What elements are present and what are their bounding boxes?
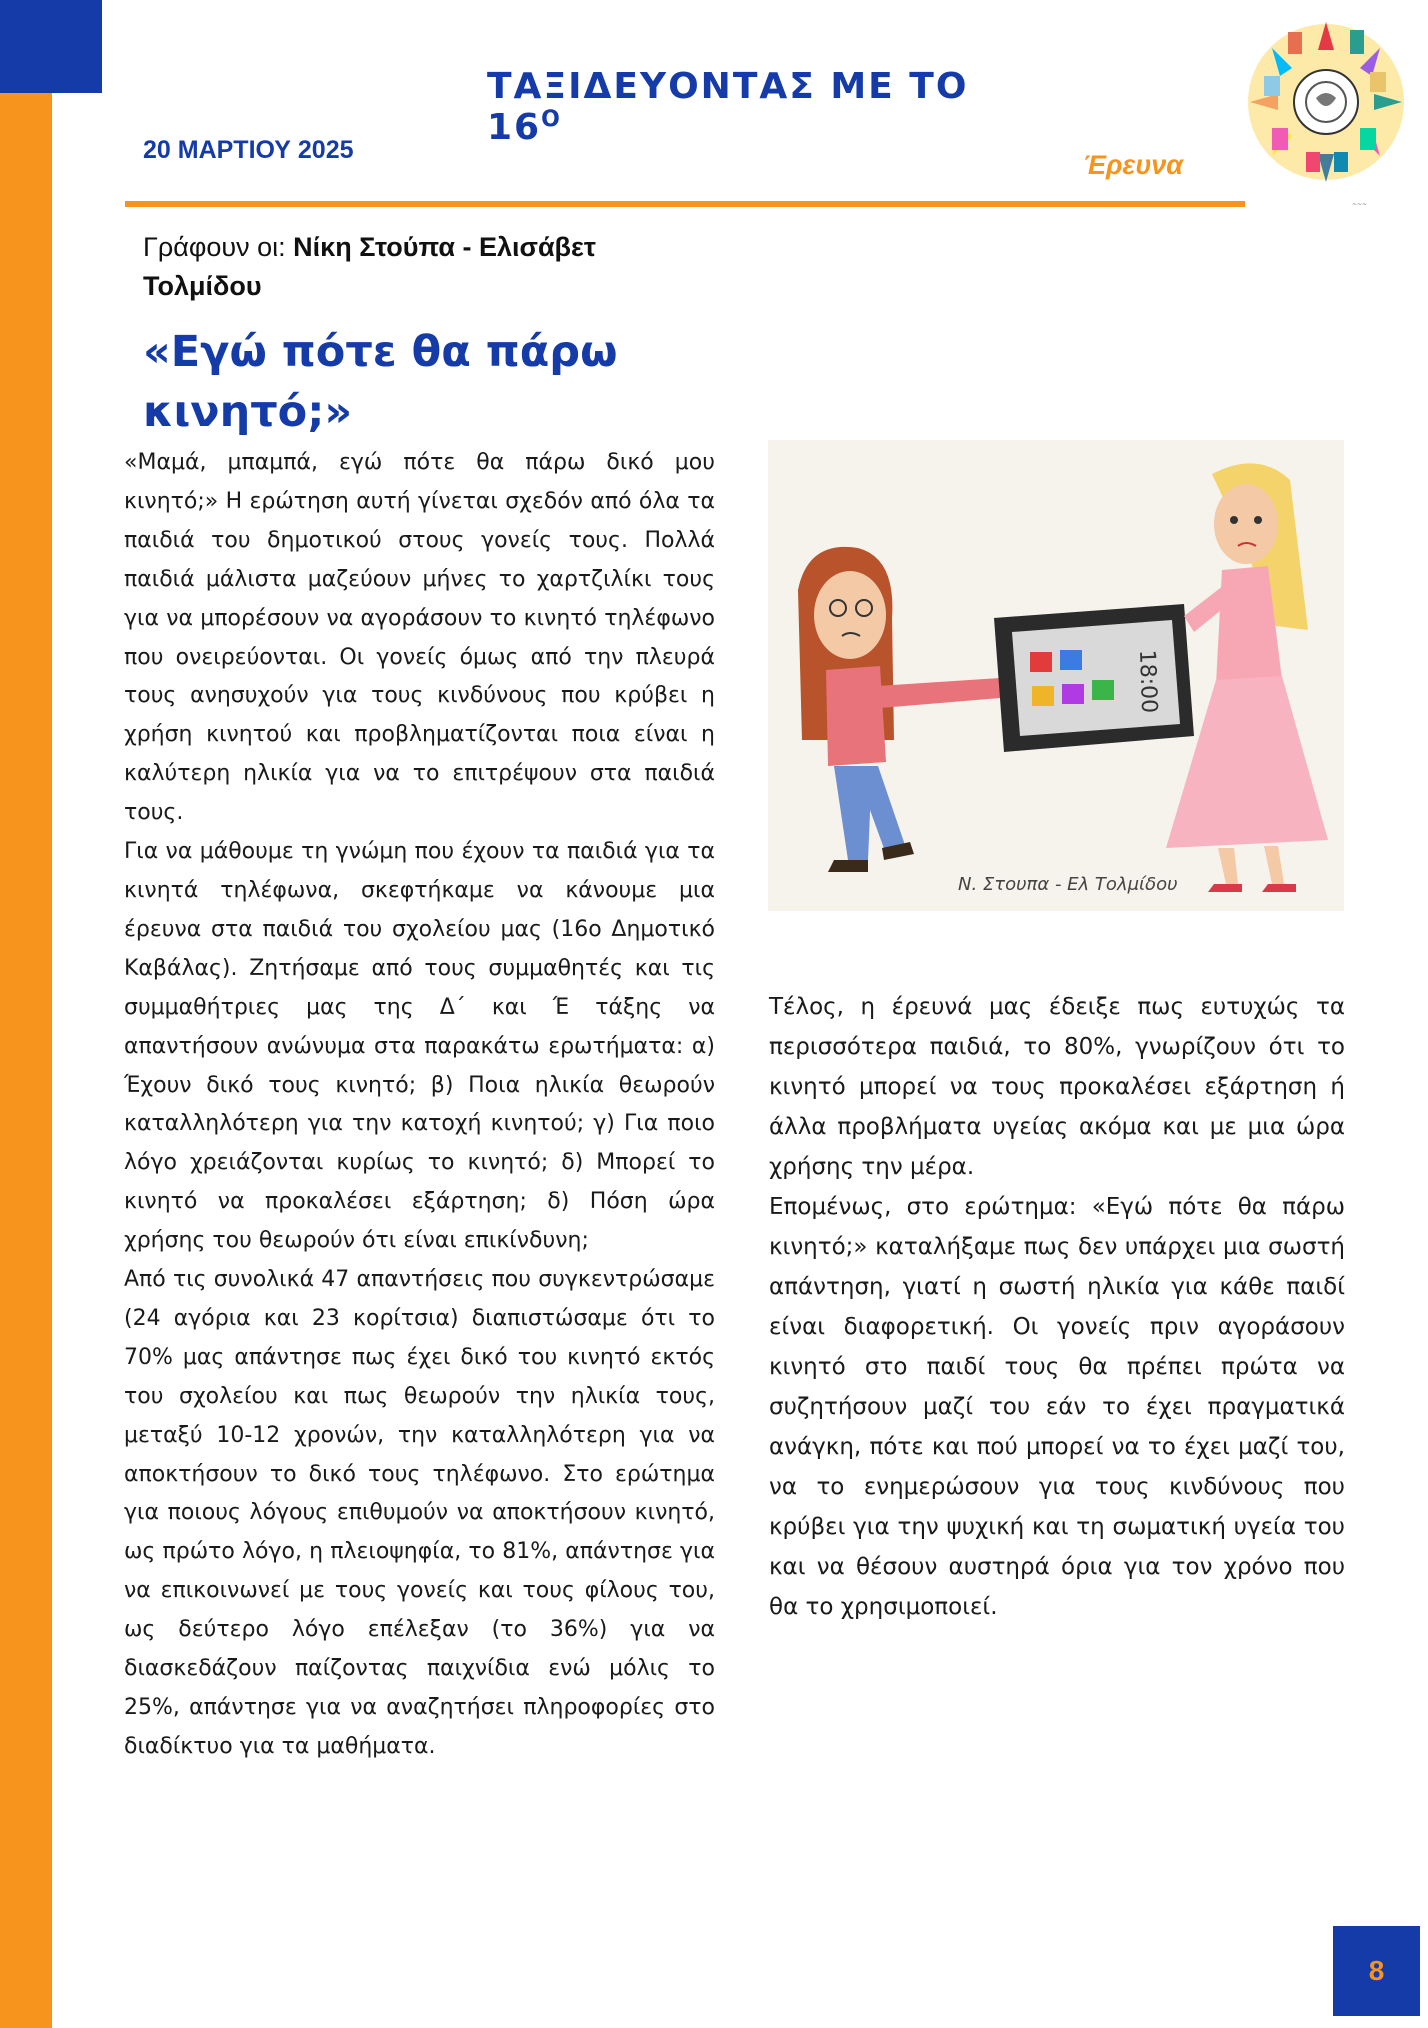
article-paragraph: Τέλος, η έρευνά μας έδειξε πως ευτυχώς τα περισσότερα παιδιά, το 80%, γνωρίζουν ότι το κινητό μπορεί να τους προκαλέσει εξάρτηση ή άλλα προβλήματα υγείας ακόμα και με μια ώρα χρήσης την μέρα. (769, 994, 1345, 1180)
illustration-signature: Ν. Στουπα - Ελ Τολμίδου (958, 874, 1178, 895)
article-paragraph: Για να μάθουμε τη γνώμη που έχουν τα παιδιά για τα κινητά τηλέφωνα, σκεφτήκαμε να κάνουμε μια έρευνα στα παιδιά του σχολείου μας (16ο Δημοτικό Καβάλας). Ζητήσαμε από τους συμμαθητές και τις συμμαθήτριες μας της Δ΄ και Έ τάξης να απαντήσουν ανώνυμα στα παρακάτω ερωτήματα: α) Έχουν δικό τους κινητό; β) Ποια ηλικία θεωρούν καταλληλότερη για την κατοχή κινητού; γ) Για ποιο λόγο χρειάζονται κυρίως το κινητό; δ) Μπορεί το κινητό να προκαλέσει εξάρτηση; δ) Πόση ώρα χρήσης του θεωρούν ότι είναι επικίνδυνη; (124, 839, 715, 1254)
masthead-title-text: ΤΑΞΙΔΕΥΟΝΤΑΣ ΜΕ ΤΟ 16 (487, 66, 969, 148)
byline-authors: Νίκη Στούπα - Ελισάβετ Τολμίδου (143, 232, 596, 301)
page-number: 8 (1333, 1926, 1420, 2016)
left-orange-bar (0, 0, 52, 2028)
masthead-title-superscript: Ο (541, 107, 562, 132)
article-left-column (124, 444, 715, 1767)
header-rule (125, 201, 1245, 207)
article-illustration (768, 440, 1344, 911)
section-label: Έρευνα (1083, 150, 1184, 180)
school-logo (1242, 2, 1410, 216)
tablet-drawing (994, 604, 1194, 752)
article-paragraph: Επομένως, στο ερώτημα: «Εγώ πότε θα πάρω κινητό;» καταλήξαμε πως δεν υπάρχει μια σωστή απάντηση, γιατί η σωστή ηλικία για κάθε παιδί είναι διαφορετική. Οι γονείς πριν αγοράσουν κινητό στο παιδί τους θα πρέπει πρώτα να συζητήσουν μαζί του εάν το έχει πραγματικά ανάγκη, πότε και πού μπορεί να το έχει μαζί του, να το ενημερώσουν για τους κινδύνους που κρύβει για την ψυχική και τη σωματική υγεία του και να θέσουν αυστηρά όρια για τον χρόνο που θα το χρησιμοποιεί. (769, 1194, 1345, 1620)
article-paragraph: «Μαμά, μπαμπά, εγώ πότε θα πάρω δικό μου κινητό;» Η ερώτηση αυτή γίνεται σχεδόν από όλα τα παιδιά του δημοτικού στους γονείς τους. Πολλά παιδιά μάλιστα μαζεύουν μήνες το χαρτζιλίκι τους για να μπορέσουν να αγοράσουν το κινητό τηλέφωνο που ονειρεύονται. Οι γονείς όμως από την πλευρά τους ανησυχούν για τους κινδύνους που κρύβει η χρήση κινητού και προβληματίζονται ποια είναι η καλύτερη ηλικία για να το επιτρέψουν στα παιδιά τους. (124, 450, 715, 826)
byline-prefix: Γράφουν οι: (143, 232, 294, 262)
article-right-column (769, 987, 1345, 1627)
svg-text:~~~: ~~~ (1352, 201, 1368, 208)
issue-date: 20 ΜΑΡΤΙΟΥ 2025 (143, 136, 354, 164)
article-paragraph: Από τις συνολικά 47 απαντήσεις που συγκεντρώσαμε (24 αγόρια και 23 κορίτσια) διαπιστώσαμε ότι το 70% μας απάντησε πως έχει δικό του κινητό εκτός του σχολείου και πως θεωρούν την ηλικία τους, μεταξύ 10-12 χρονών, την καταλληλότερη για να αποκτήσουν το δικό τους τηλέφωνο. Στο ερώτημα για ποιους λόγους επιθυμούν να αποκτήσουν κινητό, ως πρώτο λόγο, η πλειοψηφία, το 81%, απάντησε για να επικοινωνεί με τους γονείς και τους φίλους του, ως δεύτερο λόγο επέλεξαν (το 36%) για να διασκεδάζουν παίζοντας παιχνίδια ενώ μόλις το 25%, απάντησε για να αναζητήσει πληροφορίες στο διαδίκτυο για τα μαθήματα. (124, 1267, 715, 1759)
byline (143, 228, 653, 306)
article-title: «Εγώ πότε θα πάρω κινητό;» (143, 327, 618, 437)
masthead-title (487, 66, 987, 148)
tablet-clock: 18:00 (1134, 649, 1162, 714)
corner-blue-block (0, 0, 102, 93)
